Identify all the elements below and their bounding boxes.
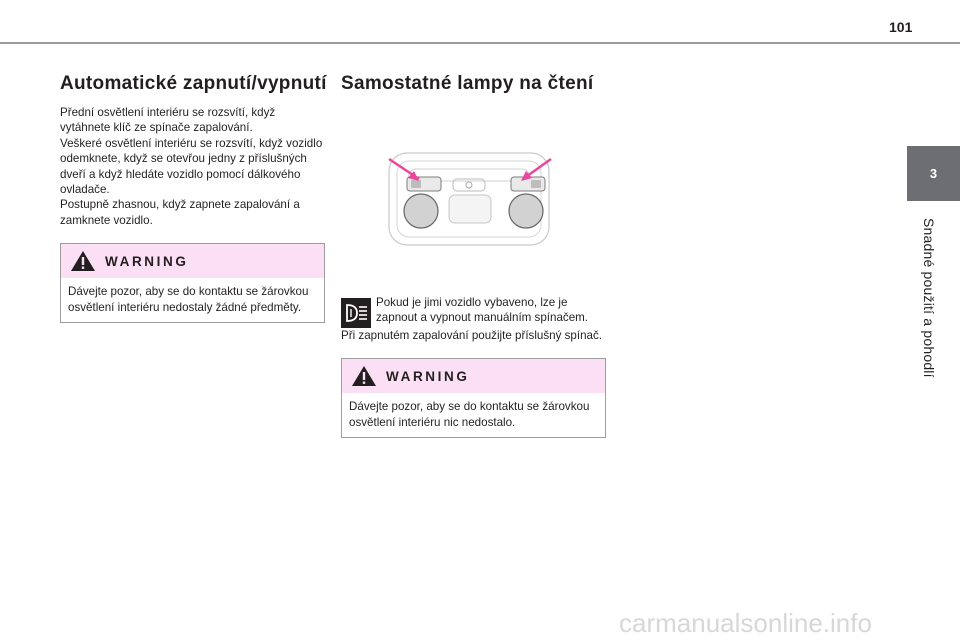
page-number: 101 [889, 19, 913, 35]
watermark-text: carmanualsonline.info [619, 608, 872, 638]
info-continuation: Při zapnutém zapalování použijte příslušný spínač. [341, 329, 603, 342]
warning-label: WARNING [105, 253, 189, 269]
reading-lamps-illustration [381, 141, 556, 256]
left-column [60, 73, 325, 323]
paragraph: Postupně zhasnou, když zapnete zapalování a zamknete vozidlo. [60, 198, 300, 227]
info-row [341, 295, 606, 328]
warning-label: WARNING [386, 368, 470, 384]
watermark-logo [619, 608, 949, 638]
warning-triangle-icon [351, 365, 377, 387]
info-text: Pokud je jimi vozidlo vybaveno, lze je zapnout a vypnout manuálním spínačem. [376, 296, 589, 325]
paragraph: Veškeré osvětlení interiéru se rozsvítí, když vozidlo odemknete, když se otevřou jedny z příslušných dveří a když hledáte vozidlo pomocí dálkového ovladače. [60, 136, 323, 197]
right-column [341, 73, 606, 438]
chapter-title: Snadné použití a pohodlí [921, 218, 937, 378]
warning-header [61, 244, 324, 278]
warning-box [60, 243, 325, 323]
chapter-tab: 3 [907, 146, 960, 201]
warning-triangle-icon [70, 250, 96, 272]
warning-text: Dávejte pozor, aby se do kontaktu se žárovkou osvětlení interiéru nic nedostalo. [349, 400, 590, 429]
heading-automatic: Automatické zapnutí/vypnutí [60, 73, 327, 94]
warning-header [342, 359, 605, 393]
paragraph: Přední osvětlení interiéru se rozsvítí, když vytáhnete klíč ze spínače zapalování. [60, 106, 276, 135]
warning-box [341, 358, 606, 438]
heading-reading-lamps: Samostatné lampy na čtení [341, 73, 594, 94]
lamp-icon [341, 298, 371, 328]
warning-text: Dávejte pozor, aby se do kontaktu se žárovkou osvětlení interiéru nedostaly žádné předměty. [68, 285, 309, 314]
header-rule [0, 42, 960, 44]
